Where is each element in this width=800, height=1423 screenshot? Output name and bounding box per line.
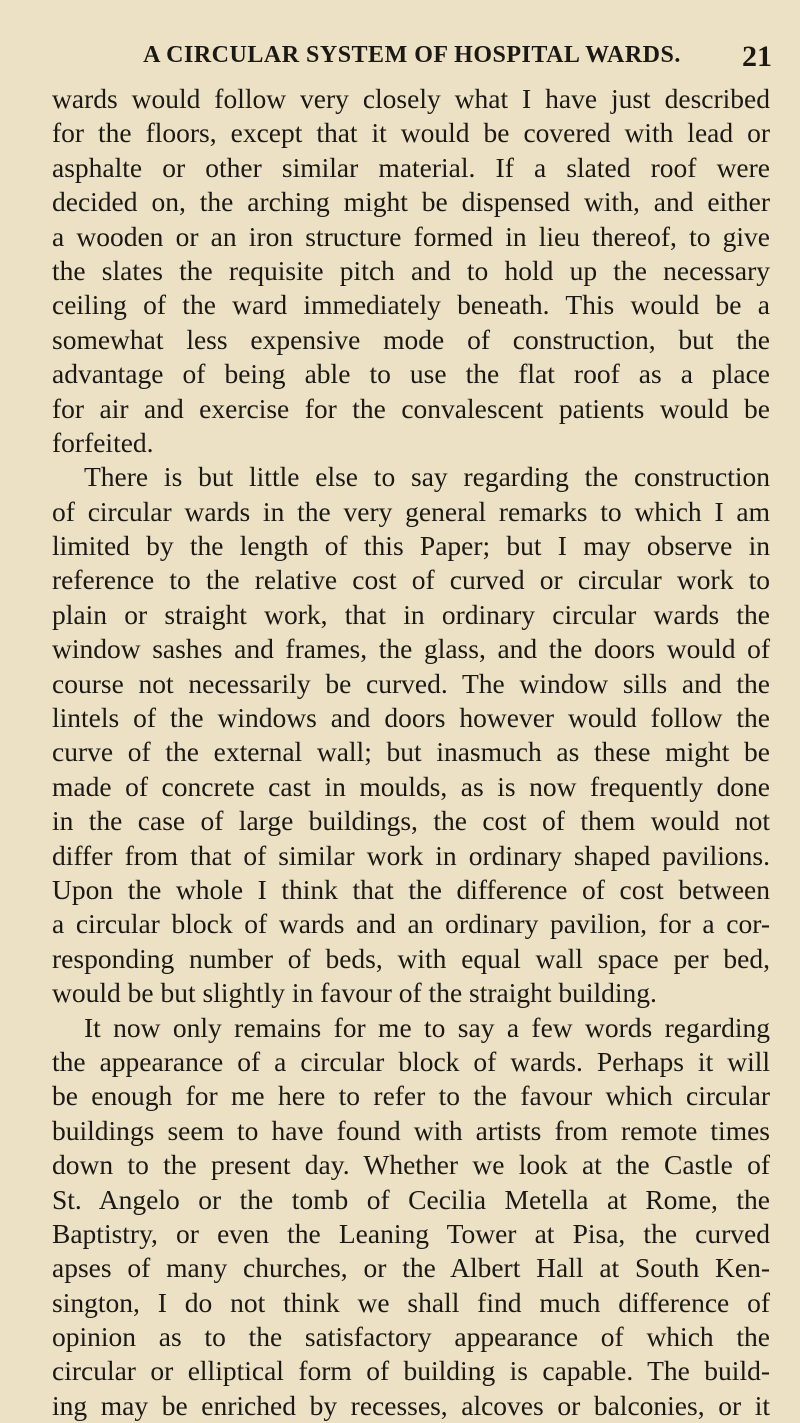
page-number: 21 xyxy=(742,40,772,73)
text-line: Baptistry, or even the Leaning Tower at Pisa, the curved xyxy=(52,1217,770,1249)
text-line: limited by the length of this Paper; but I may observe in xyxy=(52,530,770,562)
text-line: ing may be enriched by recesses, alcoves or balconies, or it xyxy=(52,1389,770,1421)
paragraph xyxy=(52,1011,770,1423)
text-line: ceiling of the ward immediately beneath. This would be a xyxy=(52,289,770,321)
text-line: advantage of being able to use the flat roof as a place xyxy=(52,358,770,390)
text-line: the appearance of a circular block of wards. Perhaps it will xyxy=(52,1045,770,1077)
text-line: curve of the external wall; but inasmuch as these might be xyxy=(52,736,770,768)
text-line: a circular block of wards and an ordinary pavilion, for a cor- xyxy=(52,908,770,940)
text-line: for air and exercise for the convalescent patients would be xyxy=(52,392,770,424)
text-line: would be but slightly in favour of the straight building. xyxy=(52,977,657,1009)
text-line: be enough for me here to refer to the favour which circular xyxy=(52,1080,770,1112)
text-line: decided on, the arching might be dispensed with, and either xyxy=(52,186,770,218)
text-line: down to the present day. Whether we look at the Castle of xyxy=(52,1149,770,1181)
text-line: window sashes and frames, the glass, and the doors would of xyxy=(52,633,770,665)
text-line: wards would follow very closely what I have just described xyxy=(52,83,770,114)
paragraph xyxy=(52,82,770,460)
paragraph xyxy=(52,460,770,1010)
text-line: sington, I do not think we shall find much difference of xyxy=(52,1286,770,1318)
text-line: reference to the relative cost of curved or circular work to xyxy=(52,564,770,596)
running-title: A CIRCULAR SYSTEM OF HOSPITAL WARDS. xyxy=(143,42,681,68)
text-line: responding number of beds, with equal wall space per bed, xyxy=(52,942,770,974)
text-line: forfeited. xyxy=(52,426,154,458)
text-line: apses of many churches, or the Albert Hall at South Ken- xyxy=(52,1252,770,1284)
text-line: of circular wards in the very general remarks to which I am xyxy=(52,495,770,527)
text-line: opinion as to the satisfactory appearance of which the xyxy=(52,1321,770,1353)
text-line: It now only remains for me to say a few words regarding xyxy=(84,1011,770,1043)
text-line: in the case of large buildings, the cost of them would not xyxy=(52,805,770,837)
text-line: plain or straight work, that in ordinary circular wards the xyxy=(52,598,770,630)
text-line: asphalte or other similar material. If a slated roof were xyxy=(52,151,770,183)
text-line: a wooden or an iron structure formed in lieu thereof, to give xyxy=(52,220,770,252)
text-line: buildings seem to have found with artists from remote times xyxy=(52,1114,770,1146)
text-line: for the floors, except that it would be covered with lead or xyxy=(52,117,770,149)
body-text xyxy=(52,82,770,1423)
text-line: the slates the requisite pitch and to hold up the necessary xyxy=(52,254,770,286)
text-line: somewhat less expensive mode of construction, but the xyxy=(52,323,770,355)
text-line: circular or elliptical form of building is capable. The build- xyxy=(52,1355,770,1387)
text-line: made of concrete cast in moulds, as is now frequently done xyxy=(52,770,770,802)
text-line: course not necessarily be curved. The window sills and the xyxy=(52,667,770,699)
text-line: differ from that of similar work in ordinary shaped pavilions. xyxy=(52,839,770,871)
running-head xyxy=(52,42,772,82)
text-line: There is but little else to say regarding the construction xyxy=(84,461,770,493)
text-line: lintels of the windows and doors however would follow the xyxy=(52,702,770,734)
text-line: Upon the whole I think that the difference of cost between xyxy=(52,873,770,905)
text-line: St. Angelo or the tomb of Cecilia Metella at Rome, the xyxy=(52,1183,770,1215)
